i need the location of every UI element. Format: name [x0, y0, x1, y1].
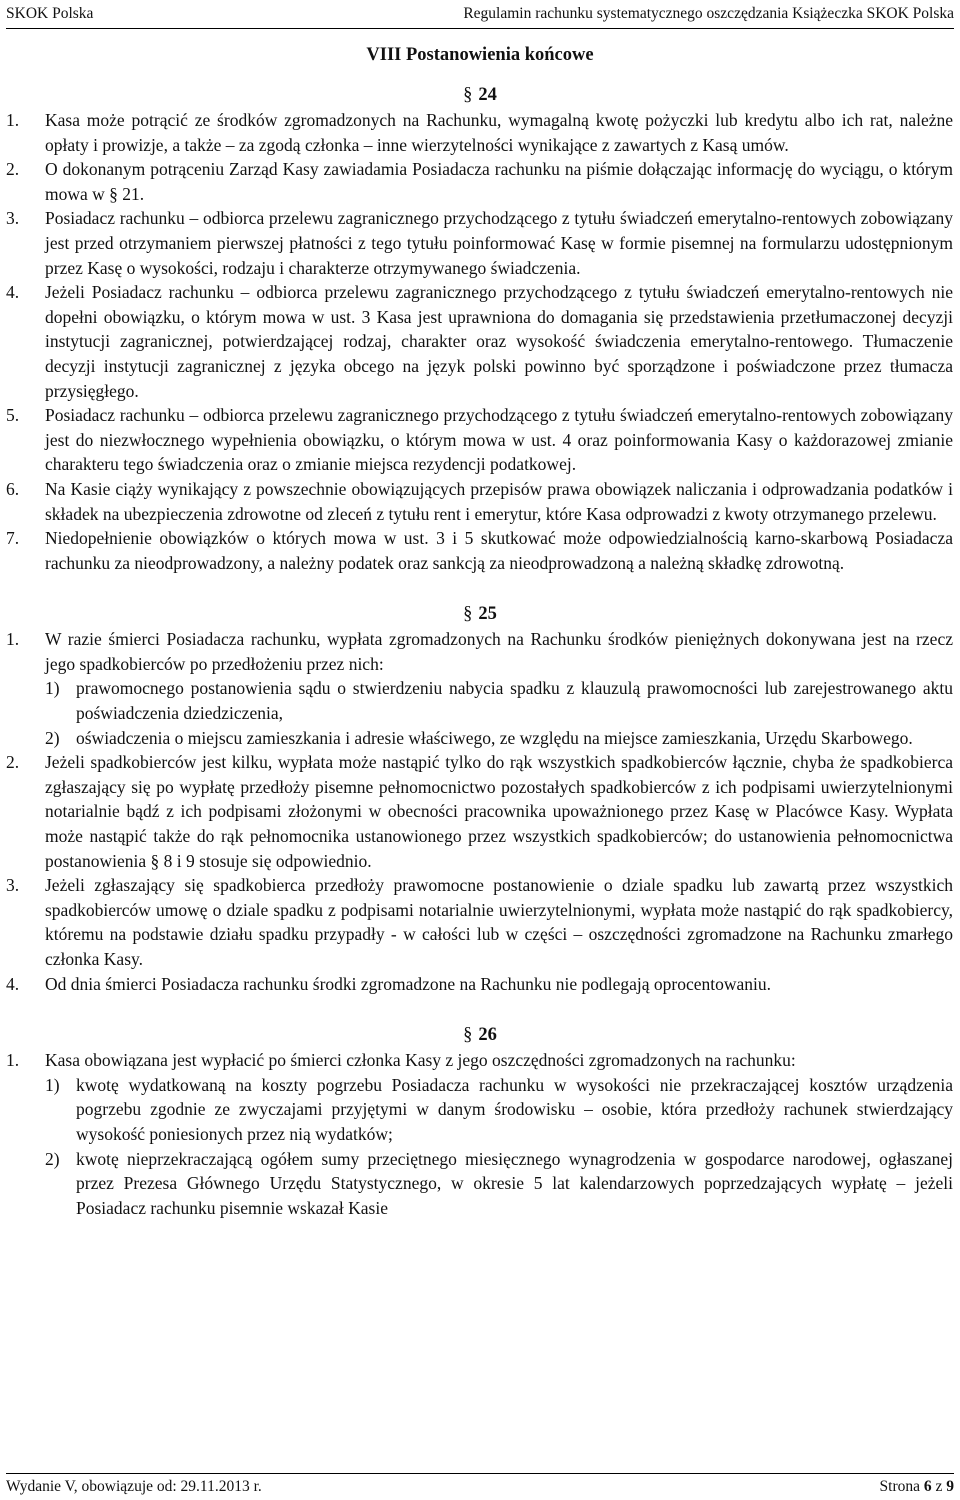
paragraph-item	[0, 280, 960, 403]
item-number: 1.	[6, 1050, 20, 1071]
header-document-title: Regulamin rachunku systematycznego oszczędzania Książeczka SKOK Polska	[463, 5, 954, 22]
item-text: Posiadacz rachunku – odbiorca przelewu zagranicznego przychodzącego z tytułu świadczeń emerytalno-rentowych zobowiązany jest do niezwłocznego wypełnienia obowiązku, o którym mowa w ust. 4 oraz poinformowania Kasy o każdorazowej zmianie charakteru tego świadczenia oraz o zmianie miejsca rezydencji podatkowej.	[45, 405, 953, 475]
paragraph-item	[0, 108, 960, 157]
item-number: 1.	[6, 110, 20, 130]
page-of: z	[935, 1478, 943, 1495]
section-symbol: §	[463, 1025, 473, 1046]
item-text: Kasa obowiązana jest wypłacić po śmierci członka Kasy z jego oszczędności zgromadzonych na rachunku:	[45, 1050, 796, 1071]
paragraph-item	[0, 750, 960, 873]
item-text: Na Kasie ciąży wynikający z powszechnie obowiązujących przepisów prawa obowiązek naliczania i odprowadzania podatków i składek na ubezpieczenia zdrowotne od zleceń z tytułu rent i emerytur, które Kasa odprowadzi z kwoty otrzymanego przelewu.	[45, 478, 953, 524]
item-text: Jeżeli Posiadacz rachunku – odbiorca przelewu zagranicznego przychodzącego z tytułu świadczeń emerytalno-rentowych nie dopełni obowiązku, o którym mowa w ust. 3 Kasa jest uprawniona do domagania się przedstawienia przetłumaczonej decyzji instytucji zagranicznej, potwierdzającej rodzaj, charakter oraz wysokość świadczenia emerytalno-rentowego. Tłumaczenie decyzji instytucji zagranicznej z języka obcego na język polski powinno być sporządzone i poświadczone przez tłumacza przysięgłego.	[45, 282, 953, 401]
section-number: 25	[478, 604, 497, 625]
section-heading	[0, 601, 960, 627]
section-heading	[0, 82, 960, 108]
page-header	[6, 0, 954, 29]
section-symbol: §	[463, 85, 473, 105]
sub-item	[0, 726, 960, 751]
item-text: Jeżeli zgłaszający się spadkobierca przedłoży prawomocne postanowienie o dziale spadku lub zawartą przez wszystkich spadkobierców umowę o dziale spadku z podpisami notarialnie uwierzytelnionymi, wypłata może nastąpić do rąk spadkobiercy, któremu na podstawie działu spadku przypadły - w całości lub w części – oszczędności zgromadzone na Rachunku zmarłego członka Kasy.	[45, 875, 953, 969]
paragraph-item	[0, 873, 960, 971]
item-text: Niedopełnienie obowiązków o których mowa w ust. 3 i 5 skutkować może odpowiedzialnością karno-skarbową Posiadacza rachunku za nieodprowadzony, a należny podatek oraz sankcją za nieodprowadzoną a należną składkę zdrowotną.	[45, 528, 953, 573]
item-text: Od dnia śmierci Posiadacza rachunku środki zgromadzone na Rachunku nie podlegają oprocentowaniu.	[45, 973, 772, 994]
item-text: W razie śmierci Posiadacza rachunku, wypłata zgromadzonych na Rachunku środków pieniężnych dokonywana jest na rzecz jego spadkobierców po przedłożeniu przez nich:	[45, 629, 953, 674]
item-number: 4.	[6, 282, 20, 303]
item-number: 3.	[6, 875, 20, 896]
sub-item-number: 2)	[45, 1148, 60, 1169]
item-number: 6.	[6, 478, 20, 499]
page-footer	[6, 1473, 954, 1500]
paragraph-item	[0, 403, 960, 477]
paragraph-item	[0, 627, 960, 676]
paragraph-item	[0, 477, 960, 526]
section-number: 26	[478, 1025, 497, 1046]
section-heading	[0, 1022, 960, 1048]
page-number	[880, 1478, 954, 1496]
item-text: Jeżeli spadkobierców jest kilku, wypłata może nastąpić tylko do rąk wszystkich spadkobierców łącznie, chyba że spadkobierca zgłaszający się po wypłatę przedłoży pisemne pełnomocnictwo pozostałych spadkobierców z ich podpisami uwierzytelnionymi notarialnie bądź z ich podpisami złożonymi w obecności pracownika upoważnionego przez Kasę w Placówce Kasy. Wypłata może nastąpić także do rąk pełnomocnika ustanowionego przez wszystkich spadkobierców; do ustanowienia pełnomocnictwa postanowienia § 8 i 9 stosuje się odpowiednio.	[45, 752, 953, 871]
chapter-title: VIII Postanowienia końcowe	[366, 45, 594, 65]
page-label: Strona	[879, 1478, 920, 1495]
page-total: 9	[946, 1478, 954, 1495]
item-number: 7.	[6, 528, 20, 549]
sub-item	[0, 1147, 960, 1221]
sub-item-number: 1)	[45, 678, 60, 699]
item-number: 2.	[6, 159, 20, 180]
item-number: 2.	[6, 752, 20, 773]
sub-item	[0, 676, 960, 725]
section-symbol: §	[463, 604, 473, 625]
item-number: 1.	[6, 629, 20, 650]
sub-item-text: oświadczenia o miejscu zamieszkania i adresie właściwego, ze względu na miejsce zamieszkania, Urzędu Skarbowego.	[76, 727, 913, 748]
document-body	[0, 30, 960, 1220]
paragraph-item	[0, 526, 960, 575]
page-current: 6	[923, 1478, 932, 1495]
footer-edition: Wydanie V, obowiązuje od: 29.11.2013 r.	[6, 1478, 262, 1495]
sub-item-number: 2)	[45, 727, 60, 748]
item-number: 4.	[6, 973, 20, 994]
header-org-name: SKOK Polska	[6, 5, 94, 22]
sub-item	[0, 1073, 960, 1147]
sub-item-text: kwotę wydatkowaną na koszty pogrzebu Posiadacza rachunku w wysokości nie przekraczającej kosztów urządzenia pogrzebu zgodnie ze zwyczajami przyjętymi w danym środowisku – osobie, która przedłoży rachunek stwierdzający wysokość poniesionych przez nią wydatków;	[76, 1074, 953, 1144]
item-number: 3.	[6, 208, 20, 229]
paragraph-item	[0, 157, 960, 206]
sub-item-text: kwotę nieprzekraczającą ogółem sumy przeciętnego miesięcznego wynagrodzenia w gospodarce narodowej, ogłaszanej przez Prezesa Głównego Urzędu Statystycznego, w okresie 5 lat kalendarzowych poprzedzających wypłatę – jeżeli Posiadacz rachunku pisemnie wskazał Kasie	[76, 1148, 953, 1218]
sub-item-text: prawomocnego postanowienia sądu o stwierdzeniu nabycia spadku z klauzulą prawomocności lub zarejestrowanego aktu poświadczenia dziedziczenia,	[76, 678, 953, 724]
paragraph-item	[0, 206, 960, 280]
paragraph-item	[0, 972, 960, 997]
item-number: 5.	[6, 405, 20, 426]
section-number: 24	[478, 85, 497, 105]
item-text: Posiadacz rachunku – odbiorca przelewu zagranicznego przychodzącego z tytułu świadczeń emerytalno-rentowych zobowiązany jest przed otrzymaniem pierwszej płatności z tego tytułu poinformować Kasę w formie pisemnej na formularzu udostępnionym przez Kasę o wysokości, rodzaju i charakterze otrzymywanego świadczenia.	[45, 208, 953, 278]
paragraph-item	[0, 1048, 960, 1073]
item-text: Kasa może potrącić ze środków zgromadzonych na Rachunku, wymagalną kwotę pożyczki lub kredytu albo ich rat, należne opłaty i prowizje, a także – za zgodą członka – inne wierzytelności wynikające z zawartych z Kasą umów.	[45, 110, 953, 155]
item-text: O dokonanym potrąceniu Zarząd Kasy zawiadamia Posiadacza rachunku na piśmie dołączając informację do wyciągu, o którym mowa w § 21.	[45, 159, 953, 204]
sub-item-number: 1)	[45, 1074, 60, 1095]
